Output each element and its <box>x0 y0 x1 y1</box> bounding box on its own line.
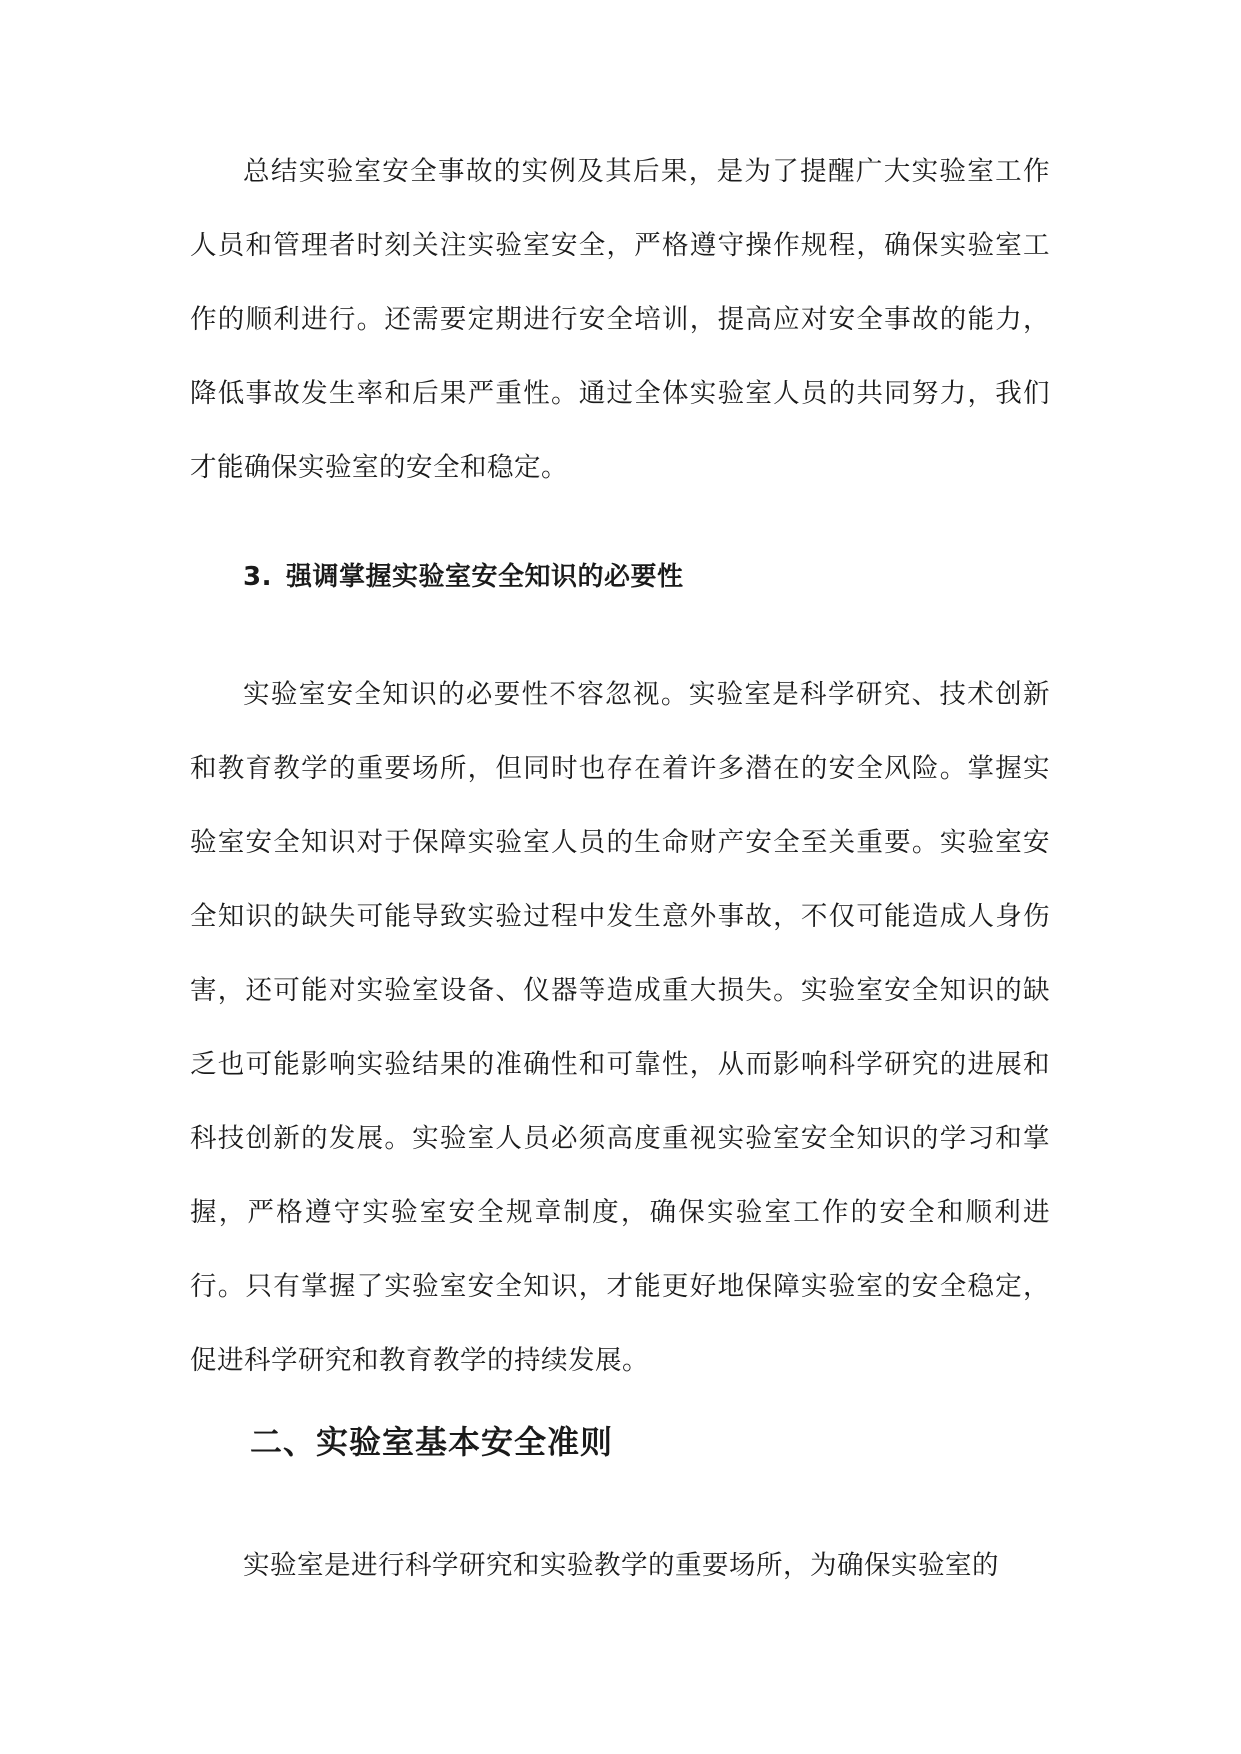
subheading-title: 强调掌握实验室安全知识的必要性 <box>285 562 684 592</box>
section-heading-basic-safety-rules: 二、实验室基本安全准则 <box>250 1423 614 1461</box>
paragraph-lab-accident-summary: 总结实验室安全事故的实例及其后果，是为了提醒广大实验室工作人员和管理者时刻关注实验室安全，严格遵守操作规程，确保实验室工作的顺利进行。还需要定期进行安全培训，提高应对安全事故的能力，降低事故发生率和后果严重性。通过全体实验室人员的共同努力，我们才能确保实验室的安全和稳定。 <box>190 156 1050 483</box>
paragraph-lab-introduction: 实验室是进行科学研究和实验教学的重要场所，为确保实验室的 <box>243 1550 999 1581</box>
subheading-number: 3. <box>243 562 272 592</box>
paragraph-safety-knowledge-necessity: 实验室安全知识的必要性不容忽视。实验室是科学研究、技术创新和教育教学的重要场所，但同时也存在着许多潜在的安全风险。掌握实验室安全知识对于保障实验室人员的生命财产安全至关重要。实验室安全知识的缺失可能导致实验过程中发生意外事故，不仅可能造成人身伤害，还可能对实验室设备、仪器等造成重大损失。实验室安全知识的缺乏也可能影响实验结果的准确性和可靠性，从而影响科学研究的进展和科技创新的发展。实验室人员必须高度重视实验室安全知识的学习和掌握，严格遵守实验室安全规章制度，确保实验室工作的安全和顺利进行。只有掌握了实验室安全知识，才能更好地保障实验室的安全稳定，促进科学研究和教育教学的持续发展。 <box>190 679 1050 1376</box>
subheading-3 <box>243 557 683 597</box>
